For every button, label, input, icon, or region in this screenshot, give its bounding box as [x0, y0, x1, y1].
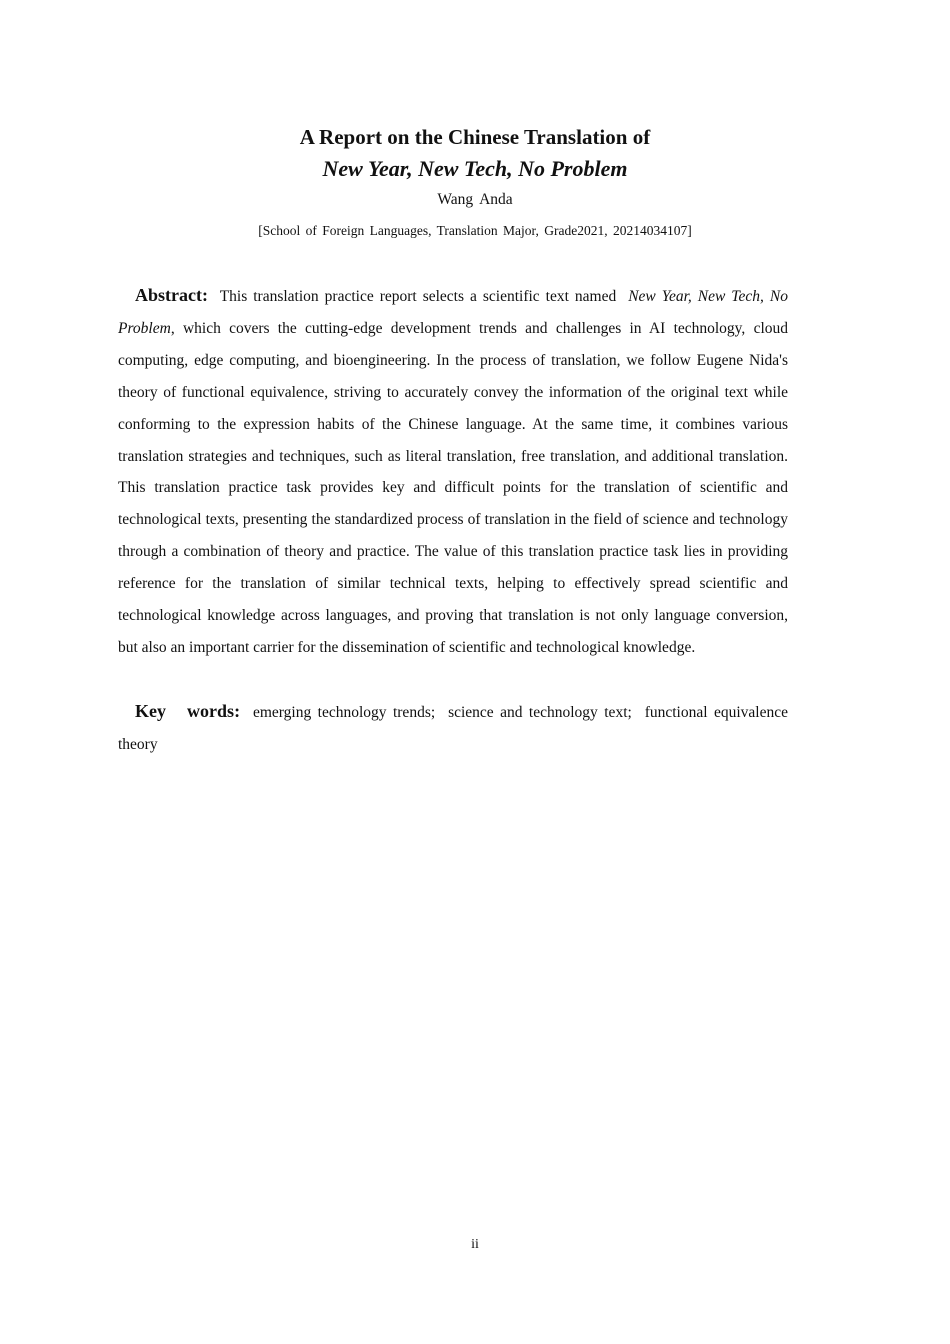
report-title: A Report on the Chinese Translation of: [299, 125, 651, 149]
author-affiliation: [School of Foreign Languages, Translation Major, Grade2021, 20214034107]: [258, 223, 692, 238]
page-number: ii: [471, 1237, 479, 1252]
keywords-paragraph: [118, 696, 788, 760]
keywords-label: Key words:: [135, 701, 241, 721]
abstract-body: , which covers the cutting-edge development trends and challenges in AI technology, cloud computing, edge computing, and bioengineering. In the process of translation, we follow Eugene Nida's theory of functional equivalence, striving to accurately convey the information of the original text while conforming to the expression habits of the Chinese language. At the same time, it combines various translation strategies and techniques, such as literal translation, free translation, and additional translation. This translation practice task provides key and difficult points for the translation of scientific and technological texts, presenting the standardized process of translation in the field of science and technology through a combination of theory and practice. The value of this translation practice task lies in providing reference for the translation of similar technical texts, helping to effectively spread scientific and technological knowledge across languages, and proving that translation is not only language conversion, but also an important carrier for the dissemination of scientific and technological knowledge.: [118, 319, 788, 656]
keyword-item: science and technology text: [448, 704, 628, 721]
keyword-item: functional equivalence theory: [118, 704, 788, 753]
author-name: Wang Anda: [437, 191, 513, 208]
keyword-item: emerging technology trends: [252, 704, 431, 721]
keyword-separator: ;: [430, 704, 436, 721]
abstract-intro: This translation practice report selects a scientific text named: [219, 288, 617, 305]
keyword-separator: ;: [627, 704, 632, 721]
abstract-label: Abstract:: [135, 285, 208, 305]
abstract-work-title: New Year, New Tech, No Problem: [118, 288, 788, 337]
abstract-paragraph: [118, 280, 788, 664]
report-subtitle: New Year, New Tech, No Problem: [322, 156, 628, 181]
